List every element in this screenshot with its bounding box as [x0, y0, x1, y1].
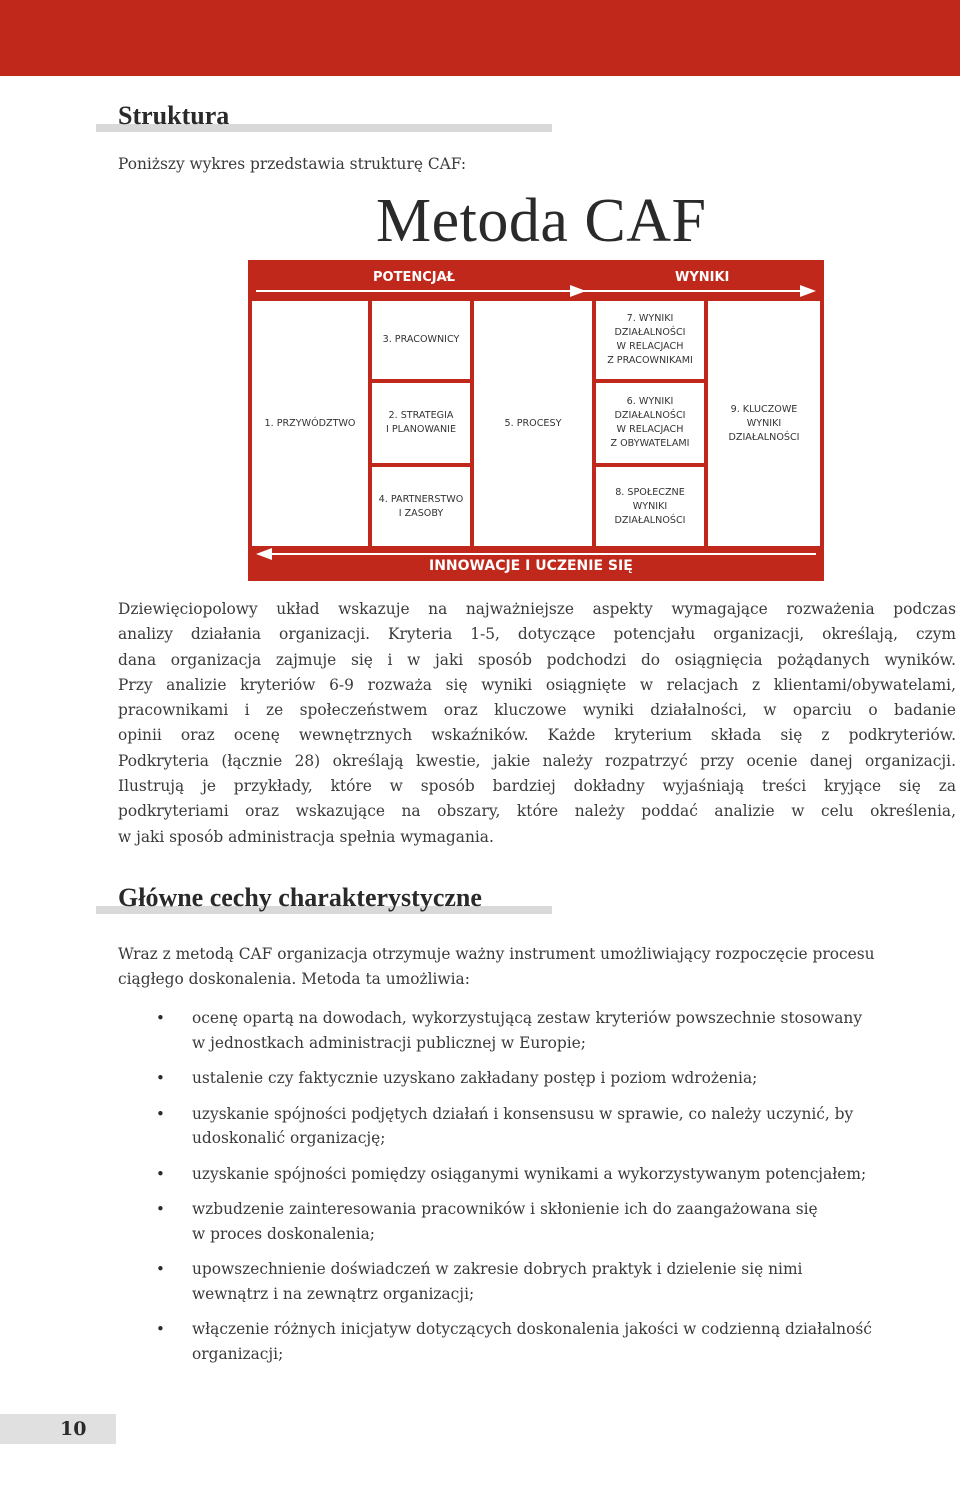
criterion-2-strategy: 2. STRATEGIA I PLANOWANIE: [372, 383, 470, 463]
criterion-9-key-results: 9. KLUCZOWE WYNIKI DZIAŁALNOŚCI: [708, 301, 820, 546]
bullet-icon: •: [156, 1164, 165, 1183]
criterion-4-partnership: 4. PARTNERSTWO I ZASOBY: [372, 467, 470, 546]
list-item: • upowszechnienie doświadczeń w zakresie dobrych praktyk i dzielenie się nimi wewnątrz i na zewnątrz organizacji;: [150, 1257, 956, 1306]
benefits-list: [150, 1006, 956, 1377]
bullet-icon: •: [156, 1104, 165, 1123]
section-heading-features: [96, 878, 552, 914]
results-arrow-head: [800, 285, 816, 297]
list-item: • ustalenie czy faktycznie uzyskano zakładany postęp i poziom wdrożenia;: [150, 1066, 956, 1091]
bullet-icon: •: [156, 1260, 165, 1278]
bullet-icon: •: [156, 1069, 165, 1087]
criterion-7-employee-results: 7. WYNIKI DZIAŁALNOŚCI W RELACJACH Z PRACOWNIKAMI: [596, 301, 704, 379]
list-item: • włączenie różnych inicjatyw dotyczących doskonalenia jakości w codzienną działalność organizacji;: [150, 1317, 956, 1366]
caf-model-diagram: [248, 260, 824, 581]
criterion-1-leadership: 1. PRZYWÓDZTWO: [252, 301, 368, 546]
innovation-label: INNOWACJE I UCZENIE SIĘ: [429, 558, 633, 574]
list-item: • ocenę opartą na dowodach, wykorzystującą zestaw kryteriów powszechnie stosowany w jednostkach administracji publicznej w Europie;: [150, 1006, 956, 1055]
potential-label: POTENCJAŁ: [373, 270, 455, 285]
criterion-3-employees: 3. PRACOWNICY: [372, 301, 470, 379]
results-label: WYNIKI: [675, 270, 730, 285]
section-title: Główne cechy charakterystyczne: [118, 883, 482, 912]
list-item: • wzbudzenie zainteresowania pracowników i skłonienie ich do zaangażowana się w proces doskonalenia;: [150, 1197, 956, 1246]
features-intro-paragraph: Wraz z metodą CAF organizacja otrzymuje ważny instrument umożliwiający rozpoczęcie procesu ciągłego doskonalenia. Metoda ta umożliwia:: [118, 945, 875, 989]
bullet-icon: •: [156, 1009, 165, 1027]
list-item: • uzyskanie spójności podjętych działań i konsensusu w sprawie, co należy uczynić, by udoskonalić organizację;: [150, 1102, 956, 1151]
section-heading-structure: [96, 96, 552, 132]
top-red-band: [0, 0, 960, 76]
criterion-8-society-results: 8. SPOŁECZNE WYNIKI DZIAŁALNOŚCI: [596, 467, 704, 546]
bullet-icon: •: [156, 1320, 165, 1338]
criterion-5-processes: 5. PROCESY: [474, 301, 592, 546]
bullet-icon: •: [156, 1200, 165, 1218]
page-number-tab: [0, 1414, 116, 1444]
section-title: Struktura: [118, 101, 230, 130]
criterion-6-citizen-results: 6. WYNIKI DZIAŁALNOŚCI W RELACJACH Z OBYWATELAMI: [596, 383, 704, 463]
innovation-arrow-head: [256, 548, 272, 560]
list-item: • uzyskanie spójności pomiędzy osiąganymi wynikami a wykorzystywanym potencjałem;: [150, 1162, 956, 1187]
page-number: 10: [60, 1418, 87, 1440]
intro-text: Poniższy wykres przedstawia strukturę CAF:: [118, 155, 467, 173]
diagram-title: Metoda CAF: [376, 187, 707, 255]
description-paragraph: Dziewięciopolowy układ wskazuje na najważniejsze aspekty wymagające rozważenia podczas analizy działania organizacji. Kryteria 1-5, dotyczące potencjału organizacji, określają, czym dana organizacja zajmuje się i w jaki sposób podchodzi do osiągnięcia pożądanych wyników. Przy analizie kryteriów 6-9 rozważa się wyniki osiągnięte w relacjach z klientami/obywatelami, pracownikami i ze społeczeństwem oraz kluczowe wyniki działalności, w oparciu o badanie opinii oraz ocenę wewnętrznych wskaźników. Każde kryterium składa się z podkryteriów. Podkryteria (łącznie 28) określają kwestie, jakie należy rozpatrzyć przy ocenie danej organizacji. Ilustrują je przykłady, które w sposób bardziej dokładny wyjaśniają treści kryjące się za podkryteriami oraz wskazujące na obszary, które należy poddać analizie w celu określenia, w jaki sposób administracja spełnia wymagania.: [118, 600, 956, 846]
